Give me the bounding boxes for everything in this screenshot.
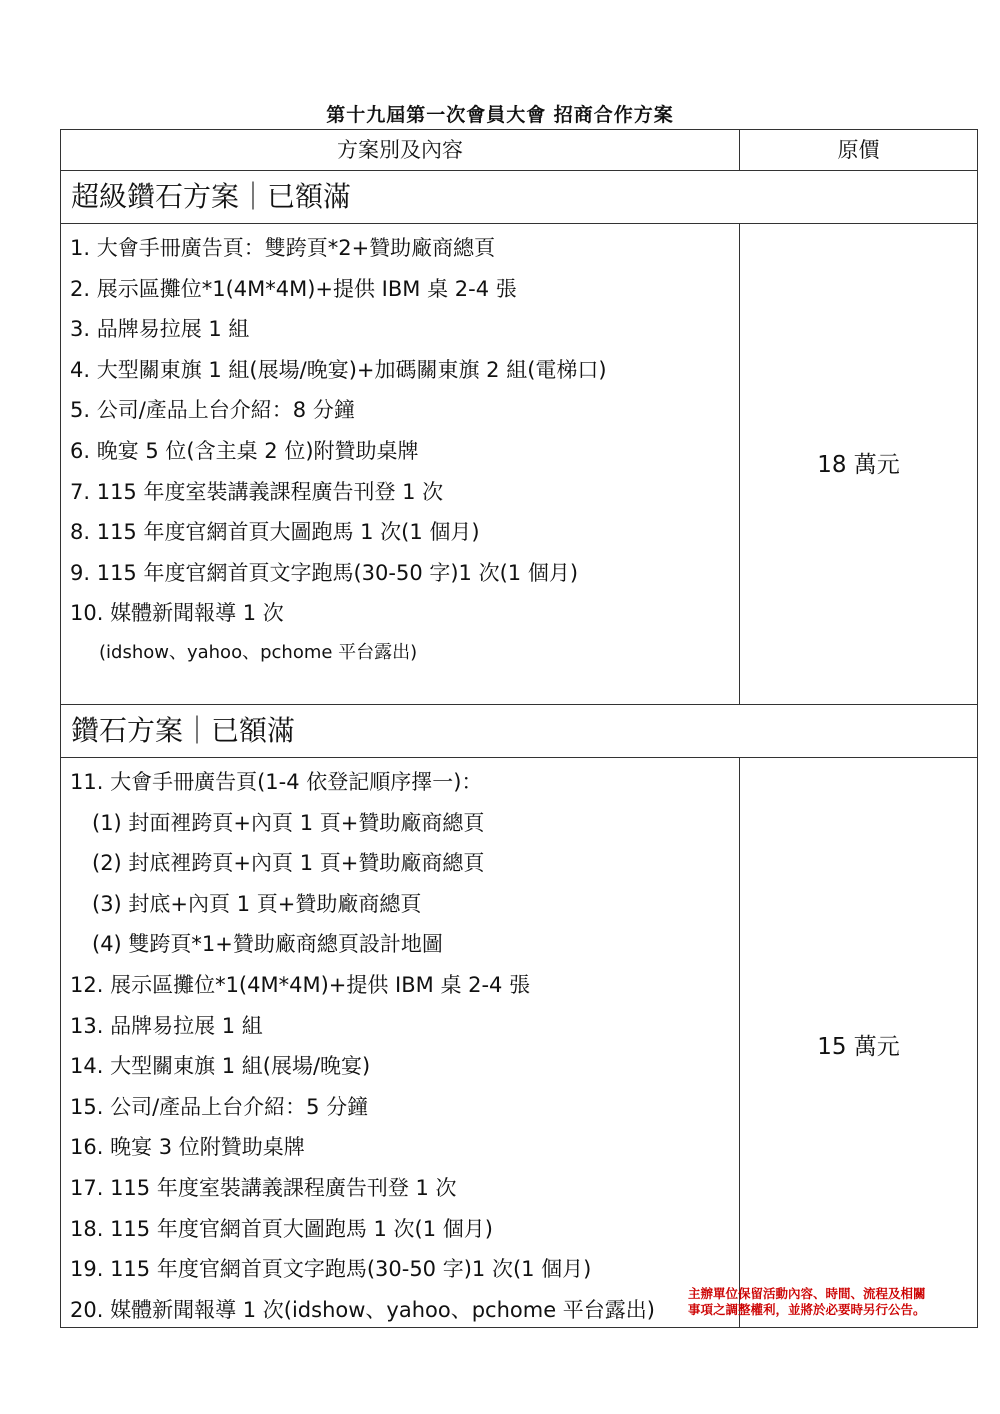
list-item: 3. 品牌易拉展 1 組 [70, 317, 250, 342]
list-item: 6. 晚宴 5 位(含主桌 2 位)附贊助桌牌 [70, 438, 419, 463]
notice-line-2: 事項之調整權利，並將於必要時另行公告。 [688, 1302, 926, 1317]
list-item: 1. 大會手冊廣告頁：雙跨頁*2+贊助廠商總頁 [70, 236, 496, 260]
list-item: (4) 雙跨頁*1+贊助廠商總頁設計地圖 [92, 932, 443, 957]
organizer-notice [688, 1286, 988, 1318]
list-item: 10. 媒體新聞報導 1 次 [70, 601, 284, 626]
list-item: 4. 大型關東旗 1 組(展場/晚宴)+加碼關東旗 2 組(電梯口) [70, 357, 607, 382]
section-diamond-title: 鑽石方案｜已額滿 [60, 704, 978, 758]
section-super-diamond-title: 超級鑽石方案｜已額滿 [60, 170, 978, 224]
list-item: 11. 大會手冊廣告頁(1-4 依登記順序擇一)： [70, 770, 483, 794]
list-item: 17. 115 年度室裝講義課程廣告刊登 1 次 [70, 1175, 457, 1200]
list-item: (3) 封底+內頁 1 頁+贊助廠商總頁 [92, 891, 422, 916]
list-item: 9. 115 年度官網首頁文字跑馬(30-50 字)1 次(1 個月) [70, 560, 579, 585]
super-diamond-price: 18 萬元 [739, 223, 978, 705]
list-item: 20. 媒體新聞報導 1 次(idshow、yahoo、pchome 平台露出) [70, 1297, 655, 1322]
list-item: 8. 115 年度官網首頁大圖跑馬 1 次(1 個月) [70, 520, 480, 545]
list-item: 12. 展示區攤位*1(4M*4M)+提供 IBM 桌 2-4 張 [70, 972, 531, 997]
list-item: 16. 晚宴 3 位附贊助桌牌 [70, 1135, 305, 1160]
header-plan-content: 方案別及內容 [60, 129, 740, 171]
document-title: 第十九屆第一次會員大會 招商合作方案 [326, 104, 674, 126]
list-item: 2. 展示區攤位*1(4M*4M)+提供 IBM 桌 2-4 張 [70, 276, 517, 301]
super-diamond-items [60, 223, 740, 705]
header-original-price: 原價 [739, 129, 978, 171]
notice-line-1: 主辦單位保留活動內容、時間、流程及相關 [688, 1286, 926, 1301]
list-item: 13. 品牌易拉展 1 組 [70, 1013, 263, 1038]
list-item-note: (idshow、yahoo、pchome 平台露出) [99, 641, 418, 663]
list-item: 15. 公司/產品上台介紹：5 分鐘 [70, 1094, 369, 1119]
diamond-items [60, 757, 740, 1328]
list-item: 18. 115 年度官網首頁大圖跑馬 1 次(1 個月) [70, 1216, 493, 1241]
list-item: 19. 115 年度官網首頁文字跑馬(30-50 字)1 次(1 個月) [70, 1257, 592, 1282]
diamond-price: 15 萬元 [739, 757, 978, 1328]
list-item: 14. 大型關東旗 1 組(展場/晚宴) [70, 1054, 371, 1079]
list-item: (2) 封底裡跨頁+內頁 1 頁+贊助廠商總頁 [92, 851, 485, 876]
list-item: 5. 公司/產品上台介紹：8 分鐘 [70, 398, 355, 423]
list-item: (1) 封面裡跨頁+內頁 1 頁+贊助廠商總頁 [92, 810, 485, 835]
list-item: 7. 115 年度室裝講義課程廣告刊登 1 次 [70, 479, 444, 504]
